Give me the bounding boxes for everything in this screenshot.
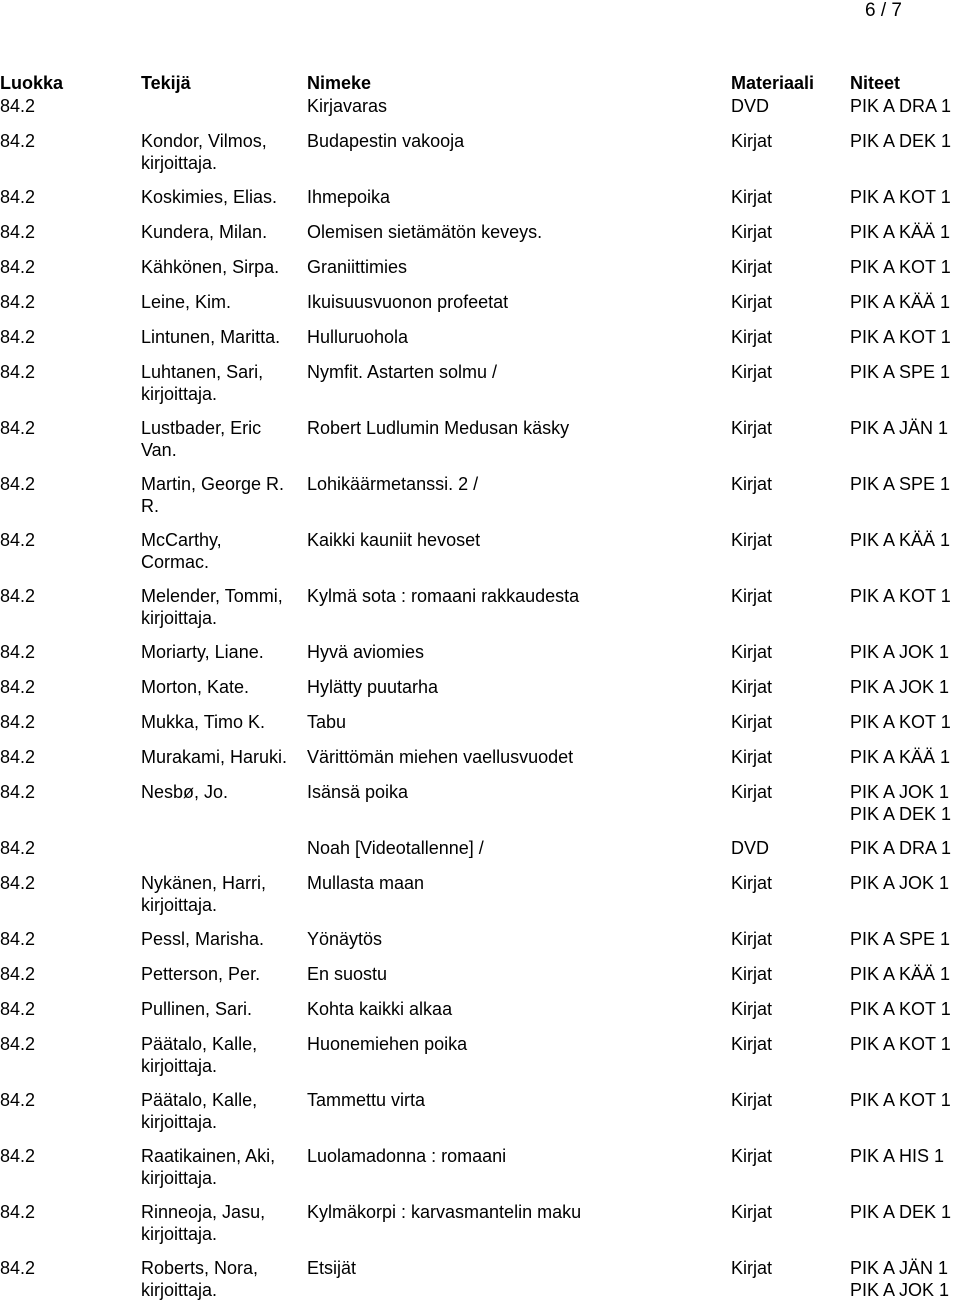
nide-line: PIK A KOT 1	[850, 327, 951, 347]
cell-materiaali: Kirjat	[731, 1146, 773, 1166]
cell-niteet	[850, 529, 960, 585]
tekija-line: Martin, George R.	[141, 474, 285, 494]
cell-nimeke: Etsijät	[307, 1258, 357, 1278]
table-row	[0, 872, 960, 928]
cell-luokka: 84.2	[0, 677, 36, 697]
cell-nimeke: Mullasta maan	[307, 873, 425, 893]
cell-materiaali: Kirjat	[731, 929, 773, 949]
cell-tekija	[141, 928, 307, 963]
nide-line: PIK A JOK 1	[850, 782, 950, 802]
table-row	[0, 417, 960, 473]
cell-tekija	[141, 256, 307, 291]
cell-niteet	[850, 585, 960, 641]
table-row	[0, 837, 960, 872]
nide-line: PIK A KOT 1	[850, 999, 951, 1019]
table-row	[0, 529, 960, 585]
cell-tekija	[141, 417, 307, 473]
cell-luokka: 84.2	[0, 1202, 36, 1222]
tekija-line: kirjoittaja.	[141, 608, 218, 628]
tekija-line: Petterson, Per.	[141, 964, 261, 984]
header-luokka: Luokka	[0, 73, 64, 93]
table-row	[0, 963, 960, 998]
cell-luokka: 84.2	[0, 530, 36, 550]
cell-luokka: 84.2	[0, 327, 36, 347]
header-materiaali: Materiaali	[731, 73, 815, 93]
cell-nimeke: Isänsä poika	[307, 782, 409, 802]
cell-nimeke: Budapestin vakooja	[307, 131, 465, 151]
nide-line: PIK A JOK 1	[850, 677, 950, 697]
cell-luokka: 84.2	[0, 1090, 36, 1110]
cell-materiaali: Kirjat	[731, 782, 773, 802]
cell-luokka: 84.2	[0, 1258, 36, 1278]
cell-materiaali: DVD	[731, 838, 770, 858]
tekija-line: Van.	[141, 440, 177, 460]
cell-tekija	[141, 781, 307, 837]
cell-luokka: 84.2	[0, 712, 36, 732]
cell-materiaali: Kirjat	[731, 530, 773, 550]
cell-nimeke: Ihmepoika	[307, 187, 391, 207]
tekija-line: Roberts, Nora,	[141, 1258, 259, 1278]
cell-tekija	[141, 95, 307, 130]
cell-nimeke: Huonemiehen poika	[307, 1034, 468, 1054]
cell-luokka: 84.2	[0, 747, 36, 767]
tekija-line: Kundera, Milan.	[141, 222, 268, 242]
nide-line: PIK A DRA 1	[850, 96, 952, 116]
cell-niteet	[850, 326, 960, 361]
nide-line: PIK A JOK 1	[850, 873, 950, 893]
cell-nimeke: En suostu	[307, 964, 388, 984]
cell-tekija	[141, 641, 307, 676]
cell-luokka: 84.2	[0, 1146, 36, 1166]
tekija-line: kirjoittaja.	[141, 153, 218, 173]
cell-luokka: 84.2	[0, 222, 36, 242]
cell-nimeke: Ikuisuusvuonon profeetat	[307, 292, 509, 312]
cell-nimeke: Kylmäkorpi : karvasmantelin maku	[307, 1202, 582, 1222]
cell-luokka: 84.2	[0, 782, 36, 802]
cell-tekija	[141, 130, 307, 186]
tekija-line: Koskimies, Elias.	[141, 187, 278, 207]
table-row	[0, 326, 960, 361]
tekija-line: Pessl, Marisha.	[141, 929, 265, 949]
tekija-line: Raatikainen, Aki,	[141, 1146, 276, 1166]
table-row	[0, 585, 960, 641]
cell-tekija	[141, 291, 307, 326]
cell-nimeke: Yönäytös	[307, 929, 383, 949]
cell-nimeke: Tabu	[307, 712, 347, 732]
cell-niteet	[850, 130, 960, 186]
nide-line: PIK A JOK 1	[850, 1280, 950, 1300]
cell-nimeke: Hyvä aviomies	[307, 642, 425, 662]
nide-line: PIK A KOT 1	[850, 257, 951, 277]
cell-materiaali: Kirjat	[731, 712, 773, 732]
header-tekija: Tekijä	[141, 73, 191, 93]
table-row	[0, 641, 960, 676]
cell-luokka: 84.2	[0, 131, 36, 151]
nide-line: PIK A SPE 1	[850, 474, 951, 494]
cell-niteet	[850, 291, 960, 326]
table-row	[0, 221, 960, 256]
cell-materiaali: Kirjat	[731, 677, 773, 697]
cell-tekija	[141, 998, 307, 1033]
cell-materiaali: Kirjat	[731, 586, 773, 606]
cell-luokka: 84.2	[0, 418, 36, 438]
cell-luokka: 84.2	[0, 964, 36, 984]
tekija-line: Kondor, Vilmos,	[141, 131, 267, 151]
cell-nimeke: Lohikäärmetanssi. 2 /	[307, 474, 479, 494]
cell-luokka: 84.2	[0, 362, 36, 382]
nide-line: PIK A KOT 1	[850, 712, 951, 732]
tekija-line: Morton, Kate.	[141, 677, 250, 697]
cell-niteet	[850, 186, 960, 221]
table-row	[0, 1257, 960, 1313]
tekija-line: Leine, Kim.	[141, 292, 232, 312]
cell-tekija	[141, 473, 307, 529]
cell-luokka: 84.2	[0, 873, 36, 893]
table-row	[0, 1089, 960, 1145]
cell-niteet	[850, 95, 960, 130]
cell-niteet	[850, 1145, 960, 1201]
cell-materiaali: Kirjat	[731, 964, 773, 984]
cell-niteet	[850, 221, 960, 256]
table-row	[0, 781, 960, 837]
table-row	[0, 711, 960, 746]
cell-tekija	[141, 1089, 307, 1145]
tekija-line: kirjoittaja.	[141, 1224, 218, 1244]
header-nimeke: Nimeke	[307, 73, 372, 93]
cell-tekija	[141, 711, 307, 746]
cell-luokka: 84.2	[0, 642, 36, 662]
nide-line: PIK A KOT 1	[850, 1034, 951, 1054]
cell-tekija	[141, 529, 307, 585]
tekija-line: Moriarty, Liane.	[141, 642, 264, 662]
cell-materiaali: Kirjat	[731, 474, 773, 494]
tekija-line: Päätalo, Kalle,	[141, 1090, 258, 1110]
page-number: 6 / 7	[865, 0, 902, 21]
cell-tekija	[141, 1201, 307, 1257]
cell-nimeke: Hulluruohola	[307, 327, 409, 347]
cell-materiaali: Kirjat	[731, 131, 773, 151]
catalog-table	[0, 71, 960, 1313]
cell-nimeke: Tammettu virta	[307, 1090, 426, 1110]
tekija-line: Cormac.	[141, 552, 210, 572]
cell-niteet	[850, 641, 960, 676]
nide-line: PIK A DEK 1	[850, 1202, 952, 1222]
cell-tekija	[141, 872, 307, 928]
tekija-line: Mukka, Timo K.	[141, 712, 266, 732]
tekija-line: kirjoittaja.	[141, 384, 218, 404]
table-body	[0, 95, 960, 1313]
tekija-line: kirjoittaja.	[141, 1112, 218, 1132]
table-row	[0, 130, 960, 186]
cell-materiaali: Kirjat	[731, 873, 773, 893]
nide-line: PIK A JÄN 1	[850, 418, 949, 438]
table-row	[0, 186, 960, 221]
cell-nimeke: Kylmä sota : romaani rakkaudesta	[307, 586, 580, 606]
nide-line: PIK A KOT 1	[850, 586, 951, 606]
cell-niteet	[850, 1033, 960, 1089]
table-row	[0, 256, 960, 291]
nide-line: PIK A KÄÄ 1	[850, 964, 951, 984]
table-row	[0, 676, 960, 711]
cell-materiaali: DVD	[731, 96, 770, 116]
cell-luokka: 84.2	[0, 257, 36, 277]
cell-niteet	[850, 256, 960, 291]
tekija-line: Nykänen, Harri,	[141, 873, 267, 893]
cell-luokka: 84.2	[0, 586, 36, 606]
cell-materiaali: Kirjat	[731, 1034, 773, 1054]
nide-line: PIK A KÄÄ 1	[850, 530, 951, 550]
nide-line: PIK A SPE 1	[850, 362, 951, 382]
cell-luokka: 84.2	[0, 1034, 36, 1054]
nide-line: PIK A KÄÄ 1	[850, 747, 951, 767]
table-row	[0, 928, 960, 963]
cell-tekija	[141, 221, 307, 256]
table-row	[0, 95, 960, 130]
cell-tekija	[141, 1145, 307, 1201]
tekija-line: Päätalo, Kalle,	[141, 1034, 258, 1054]
cell-luokka: 84.2	[0, 474, 36, 494]
cell-niteet	[850, 963, 960, 998]
cell-tekija	[141, 676, 307, 711]
cell-materiaali: Kirjat	[731, 747, 773, 767]
cell-luokka: 84.2	[0, 999, 36, 1019]
cell-niteet	[850, 473, 960, 529]
nide-line: PIK A JOK 1	[850, 642, 950, 662]
cell-materiaali: Kirjat	[731, 999, 773, 1019]
cell-nimeke: Nymfit. Astarten solmu /	[307, 362, 498, 382]
cell-tekija	[141, 746, 307, 781]
cell-niteet	[850, 711, 960, 746]
cell-nimeke: Robert Ludlumin Medusan käsky	[307, 418, 570, 438]
cell-niteet	[850, 872, 960, 928]
header-niteet: Niteet	[850, 73, 901, 93]
tekija-line: Melender, Tommi,	[141, 586, 283, 606]
cell-nimeke: Kohta kaikki alkaa	[307, 999, 453, 1019]
table-row	[0, 291, 960, 326]
cell-materiaali: Kirjat	[731, 1202, 773, 1222]
cell-materiaali: Kirjat	[731, 362, 773, 382]
cell-tekija	[141, 837, 307, 872]
tekija-line: Pullinen, Sari.	[141, 999, 253, 1019]
nide-line: PIK A DEK 1	[850, 131, 952, 151]
nide-line: PIK A JÄN 1	[850, 1258, 949, 1278]
tekija-line: kirjoittaja.	[141, 1056, 218, 1076]
cell-niteet	[850, 417, 960, 473]
cell-materiaali: Kirjat	[731, 1258, 773, 1278]
cell-niteet	[850, 1201, 960, 1257]
cell-tekija	[141, 1257, 307, 1313]
cell-niteet	[850, 361, 960, 417]
cell-materiaali: Kirjat	[731, 257, 773, 277]
cell-niteet	[850, 837, 960, 872]
tekija-line: Lustbader, Eric	[141, 418, 262, 438]
tekija-line: kirjoittaja.	[141, 895, 218, 915]
table-row	[0, 1033, 960, 1089]
table-row	[0, 1145, 960, 1201]
cell-luokka: 84.2	[0, 187, 36, 207]
nide-line: PIK A KÄÄ 1	[850, 292, 951, 312]
cell-tekija	[141, 361, 307, 417]
cell-nimeke: Graniittimies	[307, 257, 408, 277]
tekija-line: Murakami, Haruki.	[141, 747, 288, 767]
nide-line: PIK A HIS 1	[850, 1146, 945, 1166]
tekija-line: Lintunen, Maritta.	[141, 327, 281, 347]
cell-materiaali: Kirjat	[731, 1090, 773, 1110]
nide-line: PIK A DRA 1	[850, 838, 952, 858]
cell-niteet	[850, 1257, 960, 1313]
cell-materiaali: Kirjat	[731, 418, 773, 438]
tekija-line: McCarthy,	[141, 530, 222, 550]
tekija-line: kirjoittaja.	[141, 1168, 218, 1188]
cell-niteet	[850, 781, 960, 837]
tekija-line: Luhtanen, Sari,	[141, 362, 264, 382]
cell-materiaali: Kirjat	[731, 187, 773, 207]
table-row	[0, 1201, 960, 1257]
tekija-line: kirjoittaja.	[141, 1280, 218, 1300]
nide-line: PIK A SPE 1	[850, 929, 951, 949]
cell-nimeke: Hylätty puutarha	[307, 677, 439, 697]
tekija-line: R.	[141, 496, 159, 516]
cell-luokka: 84.2	[0, 929, 36, 949]
cell-tekija	[141, 585, 307, 641]
table-row	[0, 473, 960, 529]
cell-tekija	[141, 963, 307, 998]
cell-nimeke: Kirjavaras	[307, 96, 388, 116]
cell-nimeke: Olemisen sietämätön keveys.	[307, 222, 543, 242]
cell-niteet	[850, 928, 960, 963]
cell-luokka: 84.2	[0, 96, 36, 116]
table-row	[0, 998, 960, 1033]
cell-materiaali: Kirjat	[731, 292, 773, 312]
tekija-line: Rinneoja, Jasu,	[141, 1202, 266, 1222]
table-row	[0, 746, 960, 781]
cell-materiaali: Kirjat	[731, 327, 773, 347]
nide-line: PIK A DEK 1	[850, 804, 952, 824]
cell-nimeke: Noah [Videotallenne] /	[307, 838, 484, 858]
cell-niteet	[850, 676, 960, 711]
nide-line: PIK A KOT 1	[850, 187, 951, 207]
cell-tekija	[141, 1033, 307, 1089]
tekija-line: Nesbø, Jo.	[141, 782, 229, 802]
nide-line: PIK A KOT 1	[850, 1090, 951, 1110]
cell-materiaali: Kirjat	[731, 222, 773, 242]
cell-luokka: 84.2	[0, 292, 36, 312]
cell-tekija	[141, 186, 307, 221]
table-header-row	[0, 71, 960, 95]
cell-luokka: 84.2	[0, 838, 36, 858]
nide-line: PIK A KÄÄ 1	[850, 222, 951, 242]
table-row	[0, 361, 960, 417]
cell-niteet	[850, 998, 960, 1033]
tekija-line: Kähkönen, Sirpa.	[141, 257, 280, 277]
cell-nimeke: Kaikki kauniit hevoset	[307, 530, 481, 550]
cell-niteet	[850, 746, 960, 781]
cell-niteet	[850, 1089, 960, 1145]
cell-materiaali: Kirjat	[731, 642, 773, 662]
cell-nimeke: Värittömän miehen vaellusvuodet	[307, 747, 574, 767]
cell-tekija	[141, 326, 307, 361]
cell-nimeke: Luolamadonna : romaani	[307, 1146, 507, 1166]
